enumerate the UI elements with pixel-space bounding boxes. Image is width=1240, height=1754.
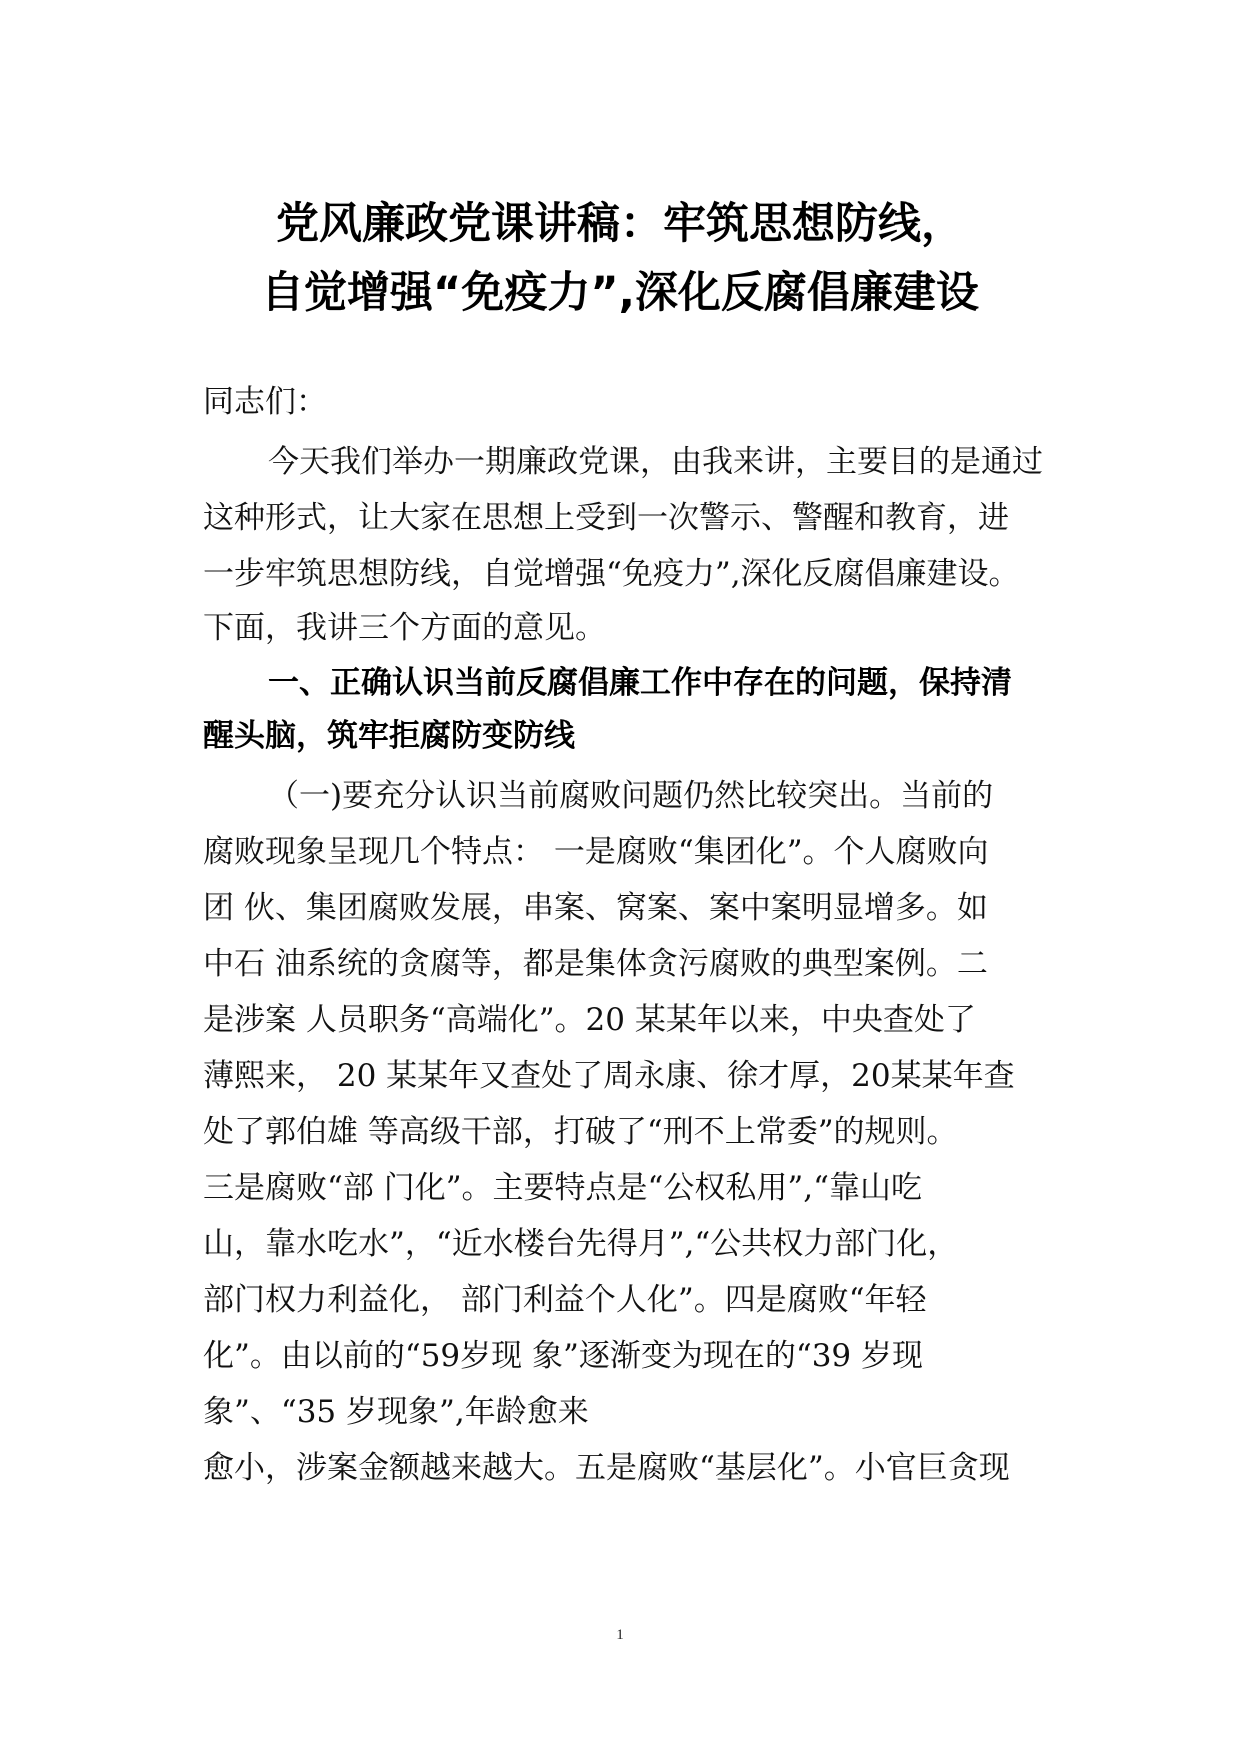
body-line-13: 愈小，涉案金额越来越大。五是腐败“基层化”。小官巨贪现: [203, 1450, 1010, 1486]
page-number: 1: [616, 1627, 624, 1643]
body-line-1: （一)要充分认识当前腐败问题仍然比较突出。当前的: [268, 778, 994, 814]
body-line-6: 薄熙来， 20 某某年又查处了周永康、徐才厚，20某某年查: [203, 1058, 1015, 1094]
document-title-line-1: 党风廉政党课讲稿：牢筑思想防线，: [276, 199, 964, 249]
body-line-5: 是涉案 人员职务“高端化”。20 某某年以来，中央查处了: [203, 1002, 976, 1038]
intro-line-3: 一步牢筑思想防线，自觉增强“免疫力”,深化反腐倡廉建设。: [203, 556, 1020, 592]
section1-heading-line-1: 一、正确认识当前反腐倡廉工作中存在的问题，保持清: [268, 665, 1012, 701]
body-line-8: 三是腐败“部 门化”。主要特点是“公权私用”,“靠山吃: [203, 1170, 922, 1206]
body-line-7: 处了郭伯雄 等高级干部，打破了“刑不上常委”的规则。: [203, 1114, 958, 1150]
body-line-4: 中石 油系统的贪腐等，都是集体贪污腐败的典型案例。二: [203, 946, 988, 982]
body-line-12: 象”、“35 岁现象”,年龄愈来: [203, 1394, 589, 1430]
section1-heading-line-2: 醒头脑，筑牢拒腐防变防线: [203, 718, 575, 754]
body-line-11: 化”。由以前的“59岁现 象”逐渐变为现在的“39 岁现: [203, 1338, 923, 1374]
document-title-line-2: 自觉增强“免疫力”,深化反腐倡廉建设: [261, 268, 979, 318]
body-line-10: 部门权力利益化， 部门利益个人化”。四是腐败“年轻: [203, 1282, 927, 1318]
body-line-9: 山，靠水吃水”，“近水楼台先得月”,“公共权力部门化，: [203, 1226, 959, 1262]
body-line-2: 腐败现象呈现几个特点： 一是腐败“集团化”。个人腐败向: [203, 834, 989, 870]
body-line-3: 团 伙、集团腐败发展，串案、窝案、案中案明显增多。如: [203, 890, 988, 926]
intro-line-1: 今天我们举办一期廉政党课，由我来讲，主要目的是通过: [268, 444, 1043, 480]
salutation: 同志们：: [203, 384, 327, 420]
intro-line-2: 这种形式，让大家在思想上受到一次警示、警醒和教育，进: [203, 500, 1009, 536]
intro-line-4: 下面，我讲三个方面的意见。: [203, 610, 606, 646]
